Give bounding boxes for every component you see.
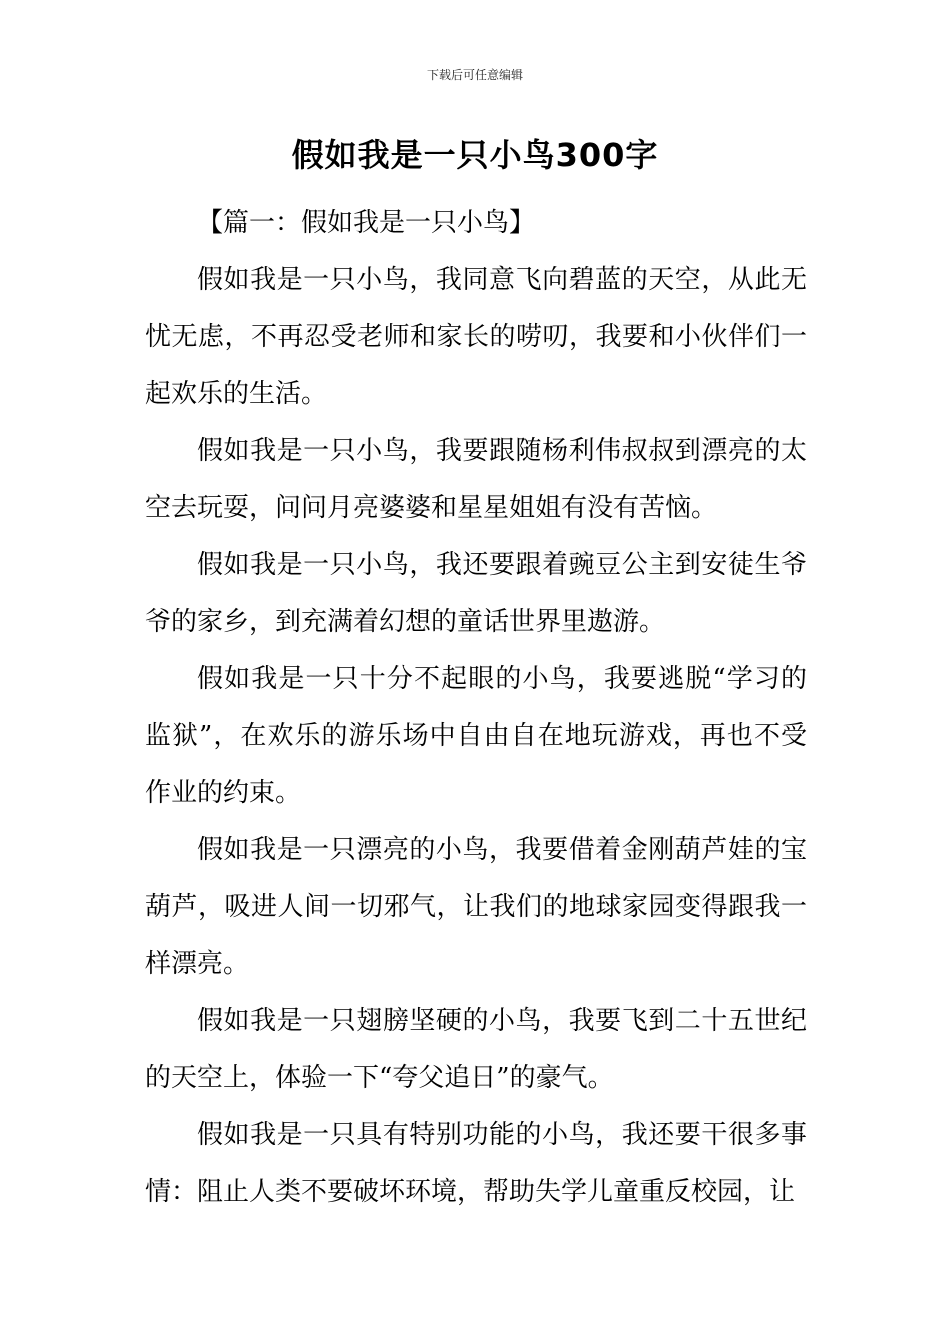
paragraph: 假如我是一只十分不起眼的小鸟，我要逃脱“学习的监狱”，在欢乐的游乐场中自由自在地玩游戏，再也不受作业的约束。 (145, 664, 807, 808)
document-body (145, 195, 807, 1221)
paragraph: 假如我是一只小鸟，我还要跟着豌豆公主到安徒生爷爷的家乡，到充满着幻想的童话世界里遨游。 (145, 550, 807, 637)
document-title: 假如我是一只小鸟300字 (291, 136, 659, 174)
page-header: 下载后可任意编辑 (426, 68, 523, 82)
paragraph: 假如我是一只小鸟，我同意飞向碧蓝的天空，从此无忧无虑，不再忍受老师和家长的唠叨，我要和小伙伴们一起欢乐的生活。 (145, 265, 807, 409)
paragraph: 假如我是一只具有特别功能的小鸟，我还要干很多事情：阻止人类不要破坏环境，帮助失学儿童重反校园，让 (145, 1120, 807, 1207)
section-heading: 【篇一：假如我是一只小鸟】 (197, 208, 536, 238)
paragraph: 假如我是一只小鸟，我要跟随杨利伟叔叔到漂亮的太空去玩耍，问问月亮婆婆和星星姐姐有没有苦恼。 (145, 436, 807, 523)
paragraph: 假如我是一只翅膀坚硬的小鸟，我要飞到二十五世纪的天空上，体验一下“夸父追日”的豪气。 (145, 1006, 807, 1093)
paragraph: 假如我是一只漂亮的小鸟，我要借着金刚葫芦娃的宝葫芦，吸进人间一切邪气，让我们的地球家园变得跟我一样漂亮。 (145, 835, 807, 979)
